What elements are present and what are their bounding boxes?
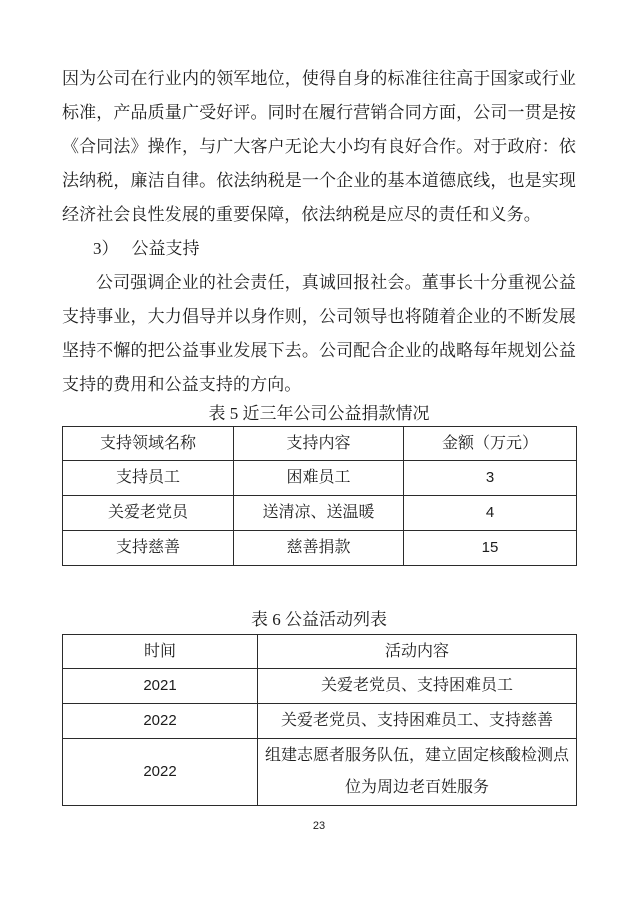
table-cell-amount: 4	[404, 496, 577, 531]
table-cell-amount: 15	[404, 531, 577, 566]
section-heading-title: 公益支持	[131, 239, 200, 258]
donation-table-title: 表 5 近三年公司公益捐款情况	[208, 404, 430, 423]
section-heading	[62, 232, 576, 266]
table-cell: 关爱老党员	[63, 496, 234, 531]
table-header-row	[63, 635, 577, 669]
table-cell: 支持慈善	[63, 531, 234, 566]
table-cell: 关爱老党员、支持困难员工	[258, 669, 577, 704]
table-cell-year: 2021	[63, 669, 258, 704]
table-row	[63, 461, 577, 496]
table-cell-amount: 3	[404, 461, 577, 496]
column-header: 活动内容	[258, 635, 577, 669]
table-row	[63, 496, 577, 531]
table-cell-year: 2022	[63, 739, 258, 806]
column-header: 支持内容	[234, 427, 404, 461]
table-cell: 送清凉、送温暖	[234, 496, 404, 531]
page-number: 23	[312, 820, 326, 832]
section-heading-number: 3）	[93, 239, 119, 258]
column-header: 时间	[63, 635, 258, 669]
activity-table	[62, 634, 577, 806]
table-cell-year: 2022	[63, 704, 258, 739]
table-cell: 困难员工	[234, 461, 404, 496]
column-header: 支持领域名称	[63, 427, 234, 461]
table-cell: 慈善捐款	[234, 531, 404, 566]
table-cell: 组建志愿者服务队伍，建立固定核酸检测点位为周边老百姓服务	[258, 739, 577, 806]
table-row	[63, 531, 577, 566]
table-row	[63, 669, 577, 704]
donation-table	[62, 426, 577, 566]
activity-table-title: 表 6 公益活动列表	[251, 610, 387, 629]
column-header: 金额（万元）	[404, 427, 577, 461]
table-header-row	[63, 427, 577, 461]
table-cell: 支持员工	[63, 461, 234, 496]
paragraph-continuation: 因为公司在行业内的领军地位，使得自身的标准往往高于国家或行业标准，产品质量广受好评。同时在履行营销合同方面，公司一贯是按《合同法》操作，与广大客户无论大小均有良好合作。对于政府：依法纳税，廉洁自律。依法纳税是一个企业的基本道德底线，也是实现经济社会良性发展的重要保障，依法纳税是应尽的责任和义务。	[62, 69, 576, 224]
table-row	[63, 704, 577, 739]
table-cell: 关爱老党员、支持困难员工、支持慈善	[258, 704, 577, 739]
table-row	[63, 739, 577, 806]
paragraph-body: 公司强调企业的社会责任，真诚回报社会。董事长十分重视公益支持事业，大力倡导并以身作则，公司领导也将随着企业的不断发展坚持不懈的把公益事业发展下去。公司配合企业的战略每年规划公益支持的费用和公益支持的方向。	[62, 273, 576, 394]
